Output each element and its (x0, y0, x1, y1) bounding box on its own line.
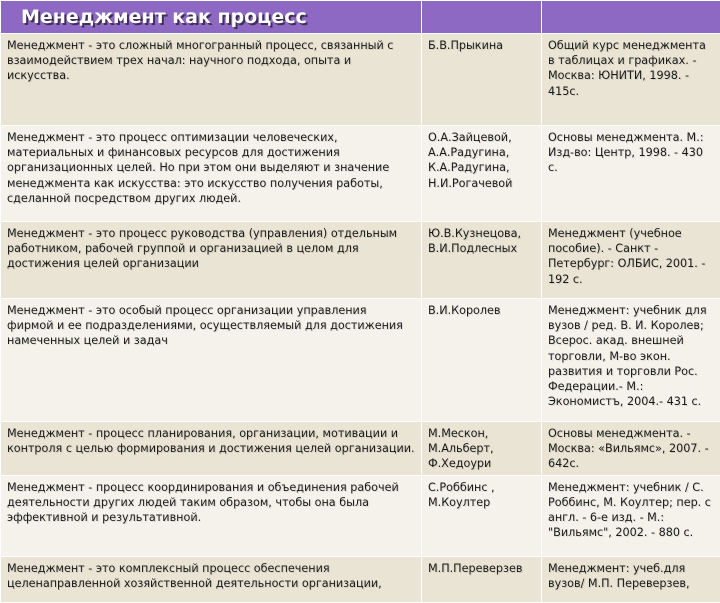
definition-cell: Менеджмент - это процесс руководства (управления) отдельным работником, рабочей группой и организацией в целом для достижения целей организации (1, 222, 422, 299)
table-row (1, 422, 720, 476)
author-cell: М.Мескон, М.Альберт, Ф.Хедоури (422, 422, 542, 476)
table-header-row (1, 1, 720, 34)
source-cell: Основы менеджмента. М.: Изд-во: Центр, 1998. - 430 с. (542, 126, 720, 222)
definition-cell: Менеджмент - процесс планирования, организации, мотивации и контроля с целью формирования и достижения целей организации. (1, 422, 422, 476)
table-row (1, 222, 720, 299)
source-cell: Менеджмент (учебное пособие). - Санкт - Петербург: ОЛБИС, 2001. - 192 с. (542, 222, 720, 299)
author-cell: О.А.Зайцевой, А.А.Радугина, К.А.Радугина, Н.И.Рогачевой (422, 126, 542, 222)
table-row (1, 34, 720, 126)
table-row (1, 475, 720, 556)
table-row (1, 556, 720, 602)
definition-cell: Менеджмент - это сложный многогранный процесс, связанный с взаимодействием трех начал: научного подхода, опыта и искусства. (1, 34, 422, 126)
definition-cell: Менеджмент - это комплексный процесс обеспечения целенаправленной хозяйственной деятельности организации, (1, 556, 422, 602)
source-cell: Основы менеджмента. - Москва: «Вильямс», 2007. - 642с. (542, 422, 720, 476)
definition-cell: Менеджмент - это процесс оптимизации человеческих, материальных и финансовых ресурсов для достижения организационных целей. Но при этом они выделяют и значение менеджмента как искусства: это искусство получения работы, сделанной посредством других людей. (1, 126, 422, 222)
source-cell: Менеджмент: учебник для вузов / ред. В. И. Королев; Всерос. акад. внешней торговли, М-во экон. развития и торговли Рос. Федерации.- М.: Экономистъ, 2004.- 431 с. (542, 299, 720, 422)
author-cell: Ю.В.Кузнецова, В.И.Подлесных (422, 222, 542, 299)
page-title: Менеджмент как процесс (1, 1, 422, 34)
author-cell: Б.В.Прыкина (422, 34, 542, 126)
author-cell: В.И.Королев (422, 299, 542, 422)
definition-cell: Менеджмент - это особый процесс организации управления фирмой и ее подразделениями, осуществляемый для достижения намеченных целей и задач (1, 299, 422, 422)
table-row (1, 126, 720, 222)
source-cell: Общий курс менеджмента в таблицах и графиках. - Москва: ЮНИТИ, 1998. - 415с. (542, 34, 720, 126)
author-cell: С.Роббинс , М.Коултер (422, 475, 542, 556)
definition-cell: Менеджмент - процесс координирования и объединения рабочей деятельности других людей таким образом, чтобы она была эффективной и результативной. (1, 475, 422, 556)
header-cell-source (542, 1, 720, 34)
source-cell: Менеджмент: учебник / С. Роббинс, М. Коултер; пер. с англ. - 6-е изд. - М.: "Вильямс", 2002. - 880 с. (542, 475, 720, 556)
header-cell-author (422, 1, 542, 34)
table-row (1, 299, 720, 422)
source-cell: Менеджмент: учеб.для вузов/ М.П. Переверзев, (542, 556, 720, 602)
author-cell: М.П.Переверзев (422, 556, 542, 602)
